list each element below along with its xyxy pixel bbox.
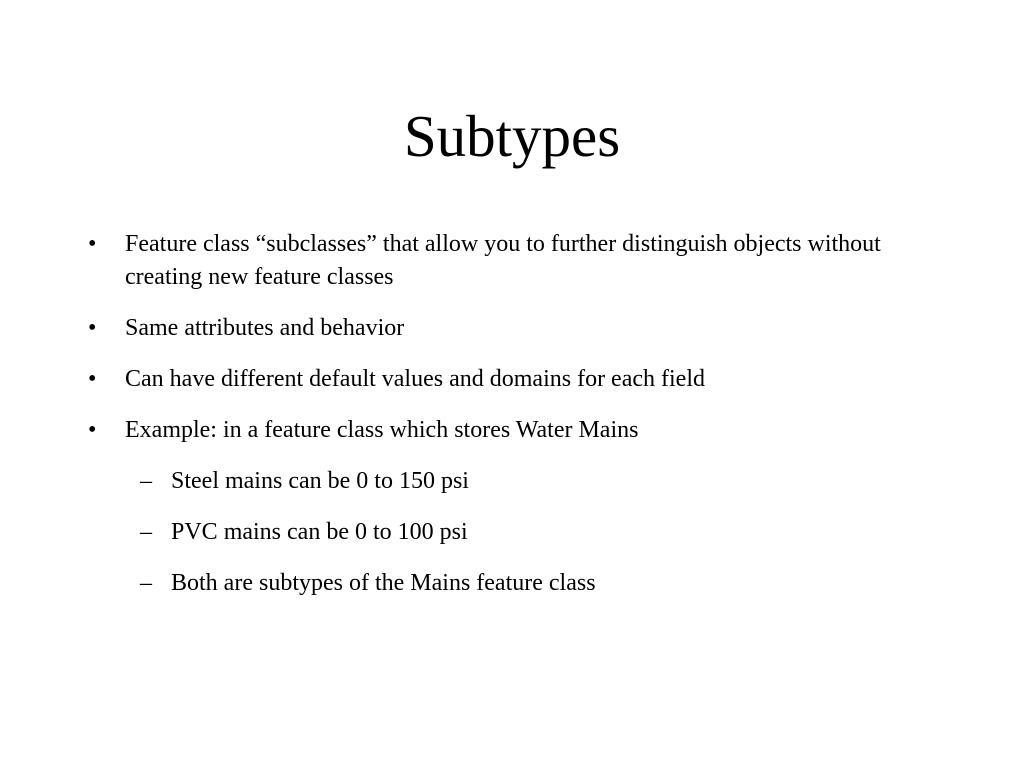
sub-bullet-text: Steel mains can be 0 to 150 psi [171, 468, 469, 494]
sub-bullet-text: Both are subtypes of the Mains feature class [171, 570, 596, 596]
sub-bullet-item [0, 516, 1024, 549]
bullet-text: Feature class “subclasses” that allow you to further distinguish objects without creating new feature classes [125, 231, 881, 290]
bullet-marker: • [88, 366, 97, 392]
sub-bullet-marker: – [140, 468, 152, 494]
sub-bullet-item [0, 465, 1024, 498]
bullet-item [0, 312, 1024, 345]
sub-bullet-text: PVC mains can be 0 to 100 psi [171, 519, 468, 545]
bullet-text: Can have different default values and domains for each field [125, 366, 705, 392]
bullet-marker: • [88, 417, 97, 443]
bullet-list [0, 228, 1024, 618]
bullet-item [0, 363, 1024, 396]
slide-title: Subtypes [403, 103, 621, 169]
sub-bullet-marker: – [140, 519, 152, 545]
bullet-item [0, 414, 1024, 447]
sub-bullet-item [0, 567, 1024, 600]
bullet-text: Same attributes and behavior [125, 315, 405, 341]
bullet-text: Example: in a feature class which stores Water Mains [125, 417, 639, 443]
sub-bullet-marker: – [140, 570, 152, 596]
bullet-marker: • [88, 231, 97, 257]
bullet-marker: • [88, 315, 97, 341]
bullet-item [0, 228, 1024, 294]
